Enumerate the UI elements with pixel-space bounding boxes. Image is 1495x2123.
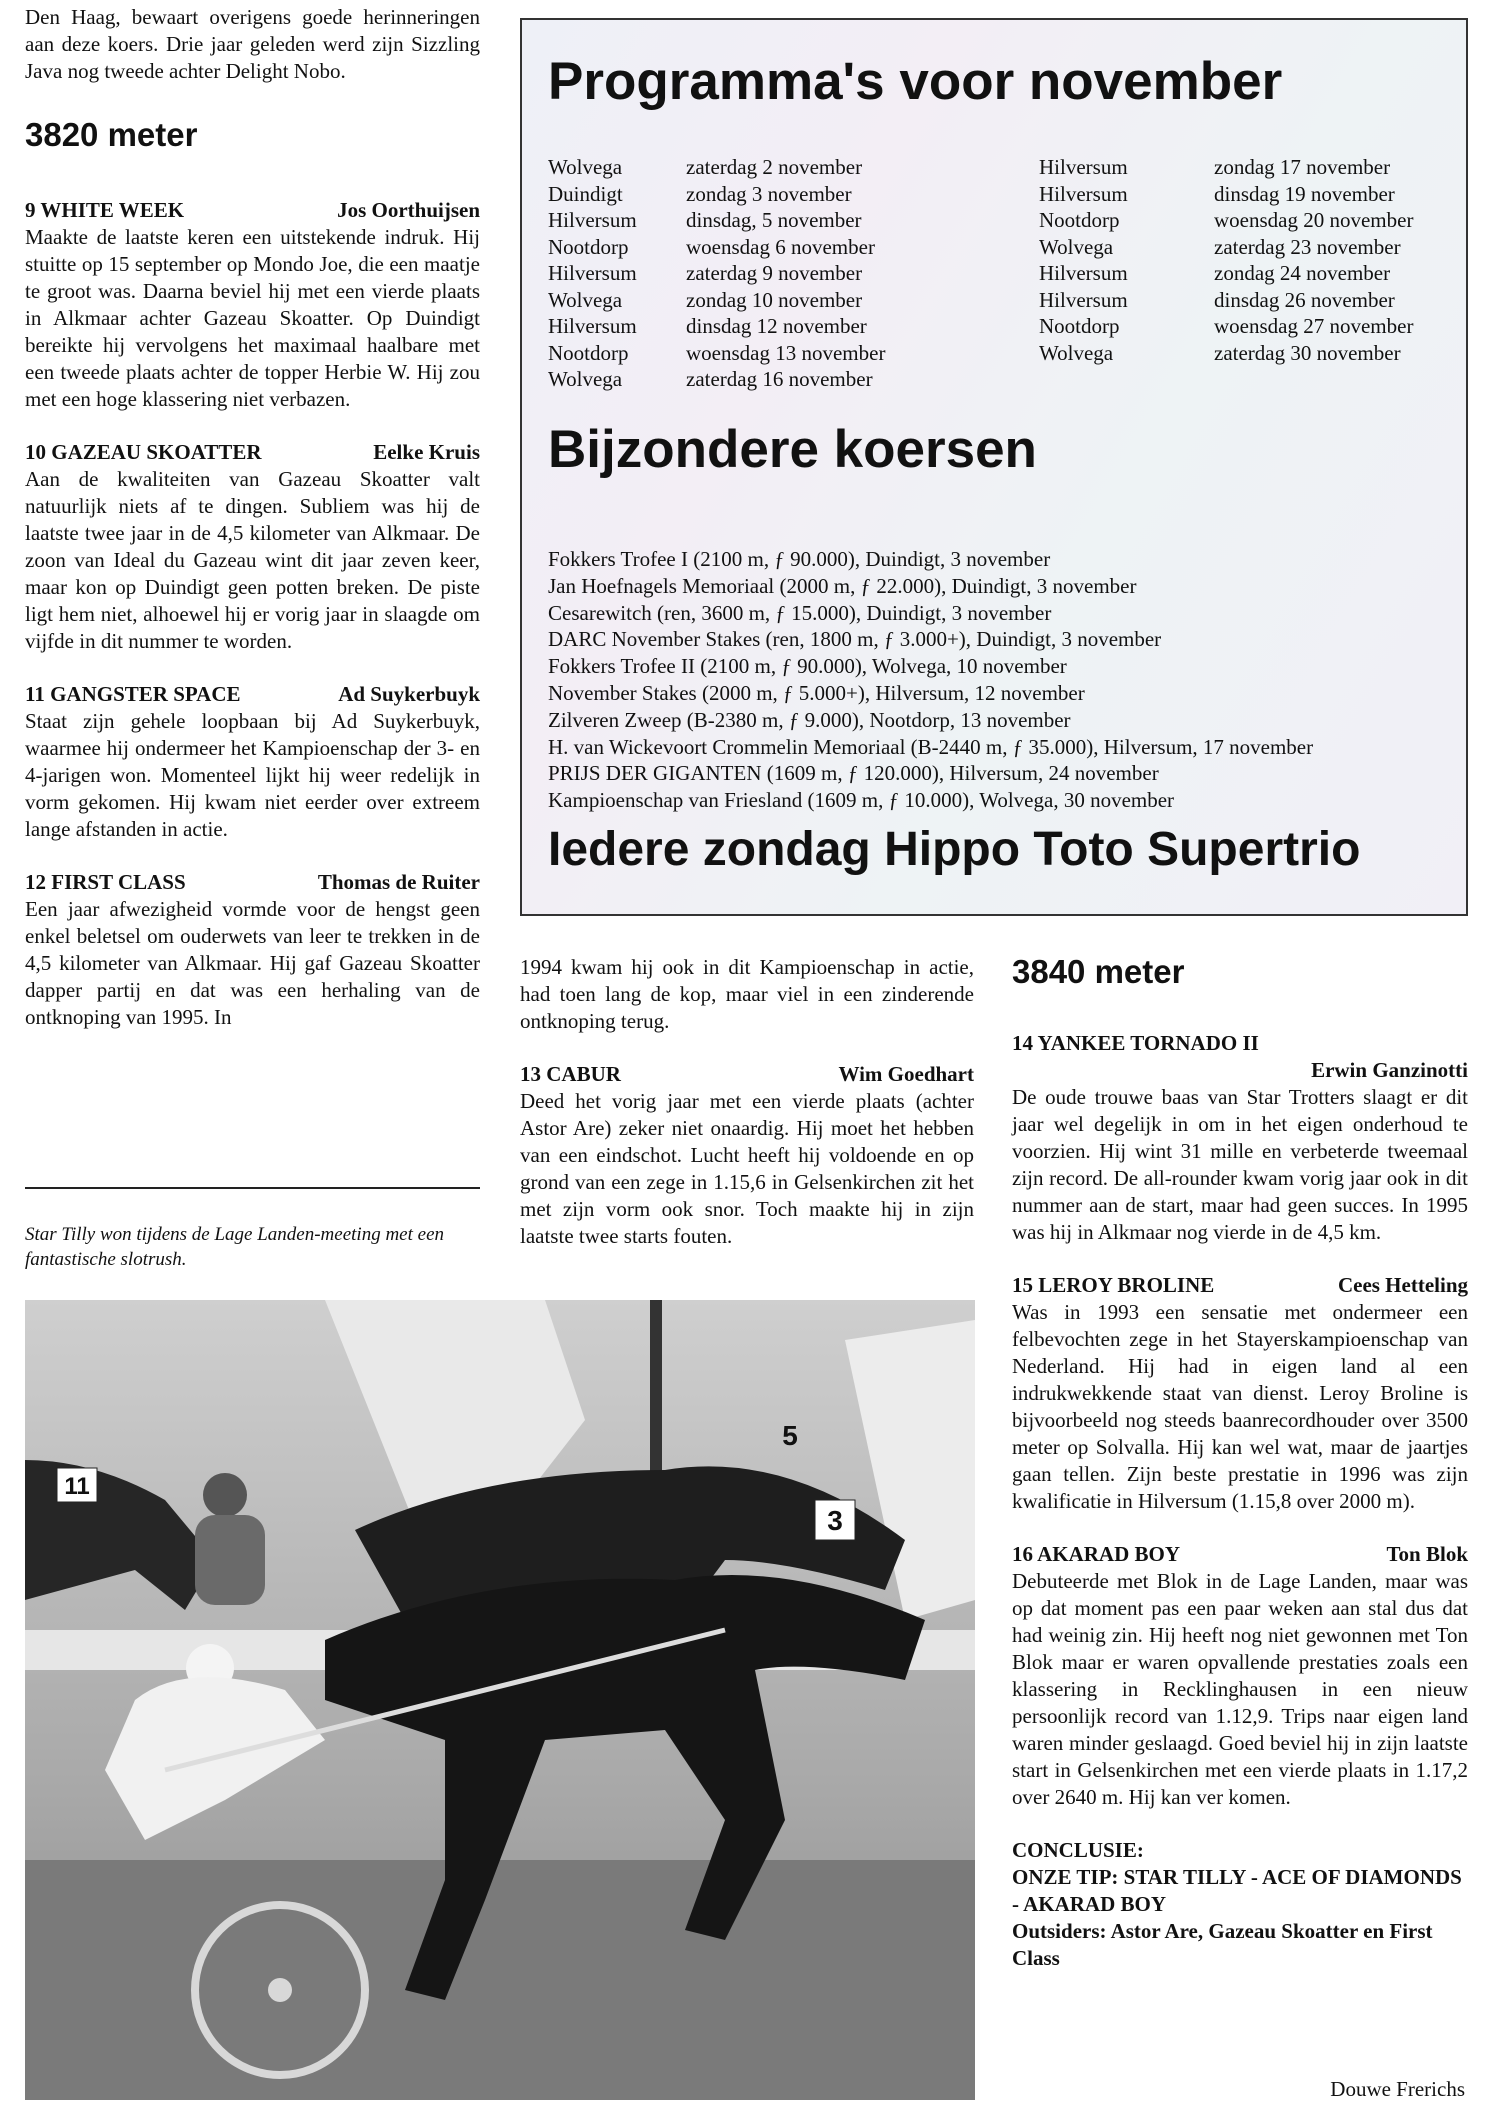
schedule-left bbox=[548, 154, 1028, 393]
intro-paragraph: Den Haag, bewaart overigens goede herinneringen aan deze koers. Drie jaar geleden werd zijn Sizzling Java nog tweede achter Delight Nobo. bbox=[25, 5, 480, 83]
schedule-row: Nootdorp woensdag 27 november bbox=[1039, 314, 1414, 338]
entry-trainer: Wim Goedhart bbox=[838, 1062, 974, 1086]
entry-trainer: Erwin Ganzinotti bbox=[1311, 1058, 1468, 1082]
schedule-row: Wolvega zaterdag 16 november bbox=[548, 367, 873, 391]
driver-helmet bbox=[203, 1473, 247, 1517]
special-race-item: Fokkers Trofee II (2100 m, ƒ 90.000), Wolvega, 10 november bbox=[548, 654, 1067, 679]
conclusion-label: CONCLUSIE: bbox=[1012, 1838, 1144, 1862]
schedule-row: Hilversum dinsdag, 5 november bbox=[548, 208, 862, 232]
section-heading-3840: 3840 meter bbox=[1012, 953, 1185, 990]
entry-text: Aan de kwaliteiten van Gazeau Skoatter valt natuurlijk niets af te dingen. Subliem was hij de laatste twee jaar in de 4,5 kilometer van Alkmaar. De zoon van Ideal du Gazeau wint dit jaar zeven keer, maar kon op Duindigt geen potten breken. De piste ligt hem niet, alhoewel hij er vorig jaar in slaagde om vijfde in dit nummer te worden. bbox=[25, 467, 480, 653]
entry-trainer: Ad Suykerbuyk bbox=[338, 682, 480, 706]
entry-gazeau-skoatter bbox=[25, 439, 480, 655]
special-races-title: Bijzondere koersen bbox=[548, 420, 1037, 479]
schedule-row: Nootdorp woensdag 6 november bbox=[548, 234, 875, 259]
schedule-row: Duindigt zondag 3 november bbox=[548, 181, 852, 206]
sulky-hub bbox=[268, 1978, 292, 2002]
conclusion-block bbox=[1012, 1837, 1468, 1972]
entry-trainer: Cees Hetteling bbox=[1337, 1273, 1468, 1297]
special-race-item: Cesarewitch (ren, 3600 m, ƒ 15.000), Duindigt, 3 november bbox=[548, 600, 1052, 625]
schedule-row: Hilversum zondag 17 november bbox=[1039, 155, 1391, 179]
entry-first-class bbox=[25, 869, 480, 1031]
number-5: 5 bbox=[782, 1420, 798, 1451]
entry-title: 14 YANKEE TORNADO II bbox=[1012, 1031, 1259, 1055]
schedule-row: Hilversum dinsdag 26 november bbox=[1039, 287, 1395, 312]
entry-trainer: Jos Oorthuijsen bbox=[337, 198, 480, 222]
special-races-list bbox=[548, 546, 1313, 814]
schedule-row: Wolvega zondag 10 november bbox=[548, 287, 863, 312]
special-race-item: November Stakes (2000 m, ƒ 5.000+), Hilversum, 12 november bbox=[548, 680, 1085, 705]
schedule-row: Nootdorp woensdag 20 november bbox=[1039, 208, 1414, 232]
tip-text: ONZE TIP: STAR TILLY - ACE OF DIAMONDS - AKARAD BOY bbox=[1012, 1865, 1462, 1916]
schedule-row: Wolvega zaterdag 23 november bbox=[1039, 234, 1401, 259]
entry-title: 13 CABUR bbox=[520, 1062, 621, 1086]
entry-text: Deed het vorig jaar met een vierde plaats (achter Astor Are) zeker niet onaardig. Hij moet het hebben van een eindschot. Lucht heeft hij voldoende en op grond van een zege in 1.15,6 in Gelsenkirchen zit het met zijn vorm ook snor. Toch maakte hij in zijn laatste twee starts fouten. bbox=[520, 1089, 974, 1248]
number-3: 3 bbox=[827, 1505, 843, 1536]
entry-trainer: Ton Blok bbox=[1386, 1542, 1468, 1566]
driver-body bbox=[195, 1515, 265, 1605]
entry-gangster-space bbox=[25, 681, 480, 843]
entry-text: Was in 1993 een sensatie met ondermeer een felbevochten zege in het Stayerskampioenschap van Nederland. Hij had in eigen land al een indrukwekkende staat van dienst. Leroy Broline is bijvoorbeeld nog steeds baanrecordhouder over 3500 meter op Solvalla. Hij kan wel wat, maar de jaartjes gaan tellen. Zijn beste prestatie in 1996 was zijn kwalificatie in Hilversum (1.15,8 over 2000 m). bbox=[1012, 1300, 1468, 1513]
entry-text: Een jaar afwezigheid vormde voor de hengst geen enkel beletsel om ouderwets van leer te trekken in de 4,5 kilometer van Alkmaar. Hij gaf Gazeau Skoatter dapper partij en dat was een herhaling van de ontknoping van 1995. In bbox=[25, 897, 480, 1029]
photo-caption: Star Tilly won tijdens de Lage Landen-meeting met een fantastische slotrush. bbox=[25, 1224, 445, 1270]
middle-column bbox=[520, 954, 974, 1276]
outsiders-text: Outsiders: Astor Are, Gazeau Skoatter en First Class bbox=[1012, 1919, 1433, 1970]
section-heading-3820: 3820 meter bbox=[25, 116, 198, 153]
schedule-right bbox=[1039, 154, 1459, 366]
special-race-item: Kampioenschap van Friesland (1609 m, ƒ 10.000), Wolvega, 30 november bbox=[548, 788, 1175, 813]
entry-white-week bbox=[25, 197, 480, 413]
special-race-item: DARC November Stakes (ren, 1800 m, ƒ 3.000+), Duindigt, 3 november bbox=[548, 627, 1162, 652]
continuation-paragraph: 1994 kwam hij ook in dit Kampioenschap in actie, had toen lang de kop, maar viel in een zinderende ontknoping terug. bbox=[520, 955, 974, 1033]
entry-title: 16 AKARAD BOY bbox=[1012, 1542, 1181, 1566]
entry-trainer: Eelke Kruis bbox=[373, 440, 480, 464]
entry-text: Debuteerde met Blok in de Lage Landen, maar was op dat moment pas een paar weken aan stal dus dat had weinig zin. Hij heeft nog niet gewonnen met Ton Blok maar er waren opvallende prestaties zoals een klassering in Recklinghausen in een nieuw persoonlijk record van 1.12,9. Trips naar eigen land waren minder geslaagd. Goed beviel hij in zijn laatste start in Gelsenkirchen met een vierde plaats in 1.17,2 over 2640 m. Hij kan ver komen. bbox=[1012, 1569, 1468, 1809]
entry-title: 12 FIRST CLASS bbox=[25, 870, 186, 894]
supertrio-banner: Iedere zondag Hippo Toto Supertrio bbox=[548, 823, 1361, 876]
schedule-row: Hilversum dinsdag 12 november bbox=[548, 314, 867, 338]
special-race-item: PRIJS DER GIGANTEN (1609 m, ƒ 120.000), Hilversum, 24 november bbox=[548, 761, 1159, 786]
special-race-item: Jan Hoefnagels Memoriaal (2000 m, ƒ 22.000), Duindigt, 3 november bbox=[548, 573, 1137, 598]
entry-title: 9 WHITE WEEK bbox=[25, 198, 185, 222]
schedule-row: Hilversum dinsdag 19 november bbox=[1039, 181, 1395, 206]
right-column bbox=[1012, 952, 1468, 1972]
entry-text: Maakte de laatste keren een uitstekende indruk. Hij stuitte op 15 september op Mondo Joe, die een maatje te groot was. Daarna beviel hij met een vierde plaats in Alkmaar achter Gazeau Skoatter. Op Duindigt bereikte hij vervolgens het maximaal haalbare met een tweede plaats achter de topper Herbie W. Hij zou met een hoge klassering niet verbazen. bbox=[25, 225, 480, 411]
author-byline: Douwe Frerichs bbox=[1330, 2077, 1465, 2101]
entry-title: 15 LEROY BROLINE bbox=[1012, 1273, 1215, 1297]
entry-text: De oude trouwe baas van Star Trotters slaagt er dit jaar wel degelijk in om in het eigen onderhoud te voorzien. Hij wint 31 mille en verbeterde tweemaal zijn record. De all-rounder kwam vorig jaar ook in dit nummer aan de start, maar had geen succes. In 1995 was hij in Alkmaar nog vierde in de 4,5 km. bbox=[1012, 1085, 1468, 1244]
entry-leroy-broline bbox=[1012, 1272, 1468, 1515]
entry-akarad-boy bbox=[1012, 1541, 1468, 1811]
number-11: 11 bbox=[64, 1473, 90, 1500]
program-box bbox=[520, 18, 1468, 916]
left-column bbox=[25, 4, 480, 1057]
special-race-item: H. van Wickevoort Crommelin Memoriaal (B-2440 m, ƒ 35.000), Hilversum, 17 november bbox=[548, 734, 1314, 759]
race-photo bbox=[25, 1300, 975, 2100]
special-race-item: Fokkers Trofee I (2100 m, ƒ 90.000), Duindigt, 3 november bbox=[548, 547, 1051, 571]
entry-cabur bbox=[520, 1061, 974, 1250]
schedule-row: Wolvega zaterdag 2 november bbox=[548, 155, 863, 179]
schedule-row: Hilversum zondag 24 november bbox=[1039, 261, 1391, 285]
program-title: Programma's voor november bbox=[548, 52, 1283, 111]
entry-trainer: Thomas de Ruiter bbox=[317, 870, 480, 894]
entry-yankee-tornado bbox=[1012, 1030, 1468, 1246]
schedule-row: Wolvega zaterdag 30 november bbox=[1039, 340, 1401, 365]
caption-divider bbox=[25, 1187, 480, 1189]
schedule-row: Nootdorp woensdag 13 november bbox=[548, 340, 886, 365]
track-surface bbox=[25, 1860, 975, 2100]
entry-text: Staat zijn gehele loopbaan bij Ad Suykerbuyk, waarmee hij ondermeer het Kampioenschap der 3- en 4-jarigen won. Momenteel lijkt hij weer redelijk in vorm gekomen. Hij kwam niet eerder over extreem lange afstanden in actie. bbox=[25, 709, 480, 841]
entry-title: 11 GANGSTER SPACE bbox=[25, 682, 241, 706]
schedule-row: Hilversum zaterdag 9 november bbox=[548, 261, 863, 285]
entry-title: 10 GAZEAU SKOATTER bbox=[25, 440, 262, 464]
special-race-item: Zilveren Zweep (B-2380 m, ƒ 9.000), Nootdorp, 13 november bbox=[548, 707, 1071, 732]
